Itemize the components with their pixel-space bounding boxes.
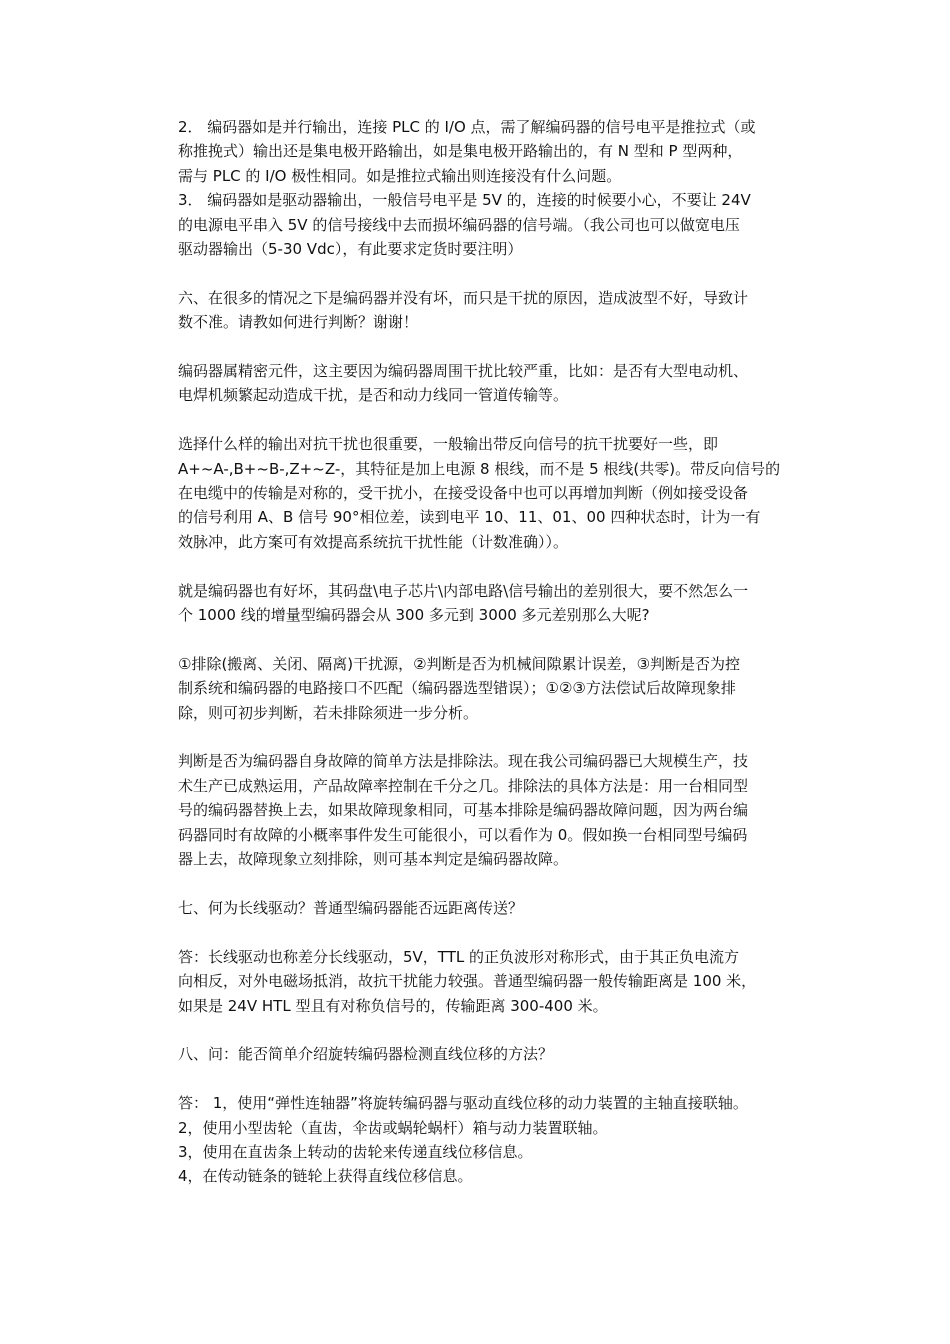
paragraph-q6 [178, 286, 812, 335]
paragraph-a6-5 [178, 749, 812, 871]
text-line: 电焊机频繁起动造成干扰，是否和动力线同一管道传输等。 [178, 386, 569, 405]
paragraph-q7 [178, 896, 812, 920]
text-line: 在电缆中的传输是对称的，受干扰小，在接受设备中也可以再增加判断（例如接受设备 [178, 484, 749, 503]
text-line: 答：长线驱动也称差分长线驱动，5V，TTL 的正负波形对称形式，由于其正负电流方 [178, 947, 739, 966]
paragraph-a6-3 [178, 579, 812, 628]
text-line: 术生产已成熟运用，产品故障率控制在千分之几。排除法的具体方法是：用一台相同型 [178, 776, 749, 795]
paragraph-q8 [178, 1042, 812, 1066]
text-line: 除，则可初步判断，若未排除须进一步分析。 [178, 703, 479, 722]
text-line: 称推挽式）输出还是集电极开路输出，如是集电极开路输出的，有 N 型和 P 型两种， [178, 142, 743, 161]
text-line: 制系统和编码器的电路接口不匹配（编码器选型错误）；①②③方法偿试后故障现象排 [178, 679, 736, 698]
text-line: 向相反，对外电磁场抵消，故抗干扰能力较强。普通型编码器一般传输距离是 100 米， [178, 972, 757, 991]
text-line: 效脉冲，此方案可有效提高系统抗干扰性能（计数准确））。 [178, 532, 569, 551]
text-line: 个 1000 线的增量型编码器会从 300 多元到 3000 多元差别那么大呢? [178, 606, 650, 625]
paragraph-a6-1 [178, 359, 812, 408]
text-line: 判断是否为编码器自身故障的简单方法是排除法。现在我公司编码器已大规模生产，技 [178, 752, 749, 771]
paragraph-p3 [178, 188, 812, 261]
text-line: 码器同时有故障的小概率事件发生可能很小，可以看作为 0。假如换一台相同型号编码 [178, 825, 748, 844]
text-line: 驱动器输出（5-30 Vdc），有此要求定货时要注明） [178, 240, 523, 259]
text-line: ①排除(搬离、关闭、隔离)干扰源，②判断是否为机械间隙累计误差，③判断是否为控 [178, 654, 741, 673]
text-line: 需与 PLC 的 I/O 极性相同。如是推拉式输出则连接没有什么问题。 [178, 166, 622, 185]
text-line: 七、何为长线驱动？普通型编码器能否远距离传送？ [178, 898, 524, 917]
paragraph-a6-2 [178, 432, 812, 554]
text-line: 4，在传动链条的链轮上获得直线位移信息。 [178, 1167, 473, 1186]
text-line: 2，使用小型齿轮（直齿，伞齿或蜗轮蜗杆）箱与动力装置联轴。 [178, 1118, 608, 1137]
text-line: 2． 编码器如是并行输出，连接 PLC 的 I/O 点，需了解编码器的信号电平是推拉式（或 [178, 118, 756, 136]
document-page [178, 115, 812, 1189]
text-line: 数不准。请教如何进行判断？谢谢！ [178, 313, 419, 332]
text-line: 八、问：能否简单介绍旋转编码器检测直线位移的方法？ [178, 1045, 554, 1064]
paragraph-a8 [178, 1091, 812, 1189]
text-line: 就是编码器也有好坏，其码盘\电子芯片\内部电路\信号输出的差别很大，要不然怎么一 [178, 581, 749, 600]
text-line: 的电源电平串入 5V 的信号接线中去而损坏编码器的信号端。（我公司也可以做宽电压 [178, 215, 740, 234]
text-line: 3，使用在直齿条上转动的齿轮来传递直线位移信息。 [178, 1142, 533, 1161]
text-line: 3． 编码器如是驱动器输出，一般信号电平是 5V 的，连接的时候要小心，不要让 24V [178, 191, 751, 210]
paragraph-a6-4 [178, 652, 812, 725]
text-line: 号的编码器替换上去，如果故障现象相同，可基本排除是编码器故障问题，因为两台编 [178, 801, 749, 820]
text-line: 答： 1，使用“弹性连轴器”将旋转编码器与驱动直线位移的动力装置的主轴直接联轴。 [178, 1094, 748, 1113]
paragraph-a7 [178, 945, 812, 1018]
text-line: A+~A-,B+~B-,Z+~Z-，其特征是加上电源 8 根线，而不是 5 根线(共零)。带反向信号的 [178, 459, 781, 478]
text-line: 器上去，故障现象立刻排除，则可基本判定是编码器故障。 [178, 850, 569, 869]
text-line: 编码器属精密元件，这主要因为编码器周围干扰比较严重，比如：是否有大型电动机、 [178, 362, 749, 381]
text-line: 选择什么样的输出对抗干扰也很重要，一般输出带反向信号的抗干扰要好一些，即 [178, 435, 719, 454]
paragraph-p2 [178, 115, 812, 188]
text-line: 如果是 24V HTL 型且有对称负信号的，传输距离 300-400 米。 [178, 996, 608, 1015]
text-line: 的信号利用 A、B 信号 90°相位差，读到电平 10、11、01、00 四种状态时，计为一有 [178, 508, 761, 527]
text-line: 六、在很多的情况之下是编码器并没有坏，而只是干扰的原因，造成波型不好，导致计 [178, 288, 749, 307]
